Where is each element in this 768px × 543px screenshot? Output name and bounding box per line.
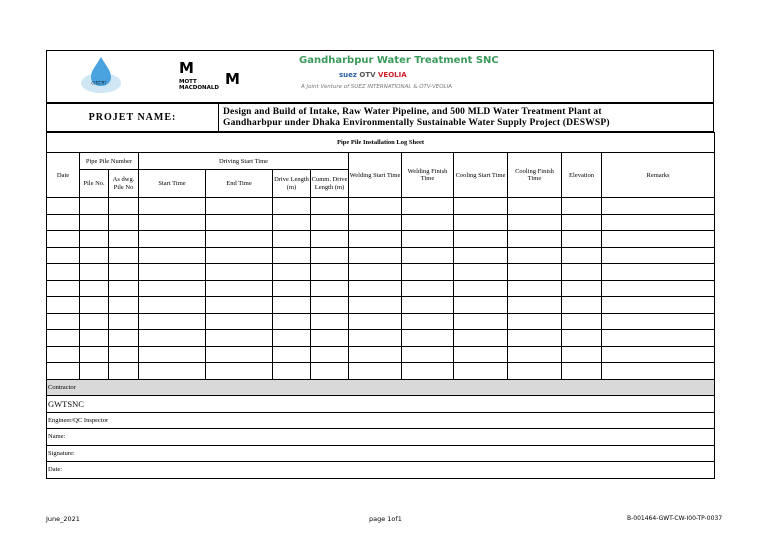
footer-page: page 1of1 <box>369 515 402 523</box>
table-cell[interactable] <box>562 198 602 215</box>
table-cell[interactable] <box>273 231 311 248</box>
table-cell[interactable] <box>273 264 311 281</box>
table-cell[interactable] <box>47 297 80 314</box>
table-cell[interactable] <box>273 280 311 297</box>
table-cell[interactable] <box>349 330 402 347</box>
table-cell[interactable] <box>454 363 508 380</box>
footer-doc-code: B-001464-GWT-CW-I00-TP-0037 <box>627 515 723 522</box>
suez-logo: suez <box>339 71 357 79</box>
col-welding-finish: Welding Finish Time <box>402 153 454 198</box>
table-cell[interactable] <box>311 231 349 248</box>
table-cell[interactable] <box>206 280 273 297</box>
table-cell[interactable] <box>206 330 273 347</box>
table-cell[interactable] <box>206 346 273 363</box>
table-cell[interactable] <box>602 363 715 380</box>
table-cell[interactable] <box>109 313 139 330</box>
wasa-water-drop-logo <box>77 55 125 95</box>
table-row <box>47 214 715 231</box>
table-cell[interactable] <box>562 231 602 248</box>
table-cell[interactable] <box>273 214 311 231</box>
table-cell[interactable] <box>562 214 602 231</box>
table-cell[interactable] <box>349 363 402 380</box>
engineer-label: Engineer/QC Inspector <box>47 412 715 429</box>
col-end-time: End Time <box>206 170 273 198</box>
col-cooling-finish: Cooling Finish Time <box>508 153 562 198</box>
table-row <box>47 313 715 330</box>
mm-letter-1: M <box>179 59 193 77</box>
table-cell[interactable] <box>80 363 109 380</box>
table-cell[interactable] <box>454 231 508 248</box>
table-cell[interactable] <box>139 247 206 264</box>
table-cell[interactable] <box>139 297 206 314</box>
table-cell[interactable] <box>311 280 349 297</box>
table-cell[interactable] <box>80 247 109 264</box>
gwt-title: Gandharbpur Water Treatment SNC <box>299 55 499 66</box>
table-cell[interactable] <box>349 231 402 248</box>
table-cell[interactable] <box>402 313 454 330</box>
table-cell[interactable] <box>47 313 80 330</box>
table-cell[interactable] <box>273 330 311 347</box>
table-cell[interactable] <box>273 297 311 314</box>
table-cell[interactable] <box>311 198 349 215</box>
col-as-dwg-pile-no: As dwg. Pile No <box>109 170 139 198</box>
date-field[interactable]: Date: <box>47 462 715 479</box>
header-band <box>46 50 714 102</box>
table-cell[interactable] <box>80 346 109 363</box>
table-cell[interactable] <box>311 330 349 347</box>
table-cell[interactable] <box>349 214 402 231</box>
table-cell[interactable] <box>349 264 402 281</box>
table-cell[interactable] <box>602 264 715 281</box>
gwt-subtitle: A Joint Venture of SUEZ INTERNATIONAL & OTV-VEOLIA <box>301 84 452 90</box>
table-cell[interactable] <box>508 280 562 297</box>
col-start-time: Start Time <box>139 170 206 198</box>
table-cell[interactable] <box>47 363 80 380</box>
project-row <box>46 102 714 132</box>
table-cell[interactable] <box>109 264 139 281</box>
table-cell[interactable] <box>562 264 602 281</box>
table-cell[interactable] <box>402 330 454 347</box>
table-cell[interactable] <box>80 280 109 297</box>
table-cell[interactable] <box>602 198 715 215</box>
col-elevation: Elevation <box>562 153 602 198</box>
otv-logo: OTV <box>359 71 376 79</box>
table-cell[interactable] <box>109 231 139 248</box>
table-cell[interactable] <box>311 264 349 281</box>
table-cell[interactable] <box>402 247 454 264</box>
table-cell[interactable] <box>508 247 562 264</box>
table-row <box>47 198 715 215</box>
table-cell[interactable] <box>508 214 562 231</box>
table-cell[interactable] <box>273 313 311 330</box>
data-rows <box>47 198 715 380</box>
mm-company-line1: MOTT <box>179 79 197 85</box>
table-cell[interactable] <box>602 330 715 347</box>
table-cell[interactable] <box>508 198 562 215</box>
table-cell[interactable] <box>80 297 109 314</box>
table-cell[interactable] <box>47 346 80 363</box>
signature-field[interactable]: Signature: <box>47 445 715 462</box>
table-cell[interactable] <box>402 198 454 215</box>
col-date: Date <box>47 153 80 198</box>
table-cell[interactable] <box>349 198 402 215</box>
table-cell[interactable] <box>139 280 206 297</box>
table-cell[interactable] <box>454 346 508 363</box>
table-cell[interactable] <box>349 247 402 264</box>
table-cell[interactable] <box>508 346 562 363</box>
table-cell[interactable] <box>349 297 402 314</box>
table-cell[interactable] <box>206 198 273 215</box>
table-cell[interactable] <box>311 297 349 314</box>
table-cell[interactable] <box>311 214 349 231</box>
table-cell[interactable] <box>206 264 273 281</box>
footer-date: June_2021 <box>46 515 80 523</box>
table-cell[interactable] <box>402 297 454 314</box>
table-cell[interactable] <box>349 313 402 330</box>
table-cell[interactable] <box>109 330 139 347</box>
table-row <box>47 280 715 297</box>
name-field[interactable]: Name: <box>47 429 715 446</box>
project-name <box>223 107 711 129</box>
table-cell[interactable] <box>602 297 715 314</box>
table-cell[interactable] <box>206 363 273 380</box>
table-cell[interactable] <box>139 214 206 231</box>
table-row <box>47 231 715 248</box>
table-cell[interactable] <box>508 363 562 380</box>
table-cell[interactable] <box>47 231 80 248</box>
table-cell[interactable] <box>454 264 508 281</box>
table-cell[interactable] <box>139 346 206 363</box>
table-row <box>47 346 715 363</box>
table-cell[interactable] <box>602 346 715 363</box>
table-cell[interactable] <box>139 198 206 215</box>
table-cell[interactable] <box>508 231 562 248</box>
table-cell[interactable] <box>402 214 454 231</box>
project-name-line2: Gandharbpur under Dhaka Environmentally Sustainable Water Supply Project (DESWSP) <box>223 118 610 128</box>
table-cell[interactable] <box>602 247 715 264</box>
table-cell[interactable] <box>562 346 602 363</box>
table-cell[interactable] <box>454 297 508 314</box>
table-cell[interactable] <box>311 313 349 330</box>
table-cell[interactable] <box>80 198 109 215</box>
table-cell[interactable] <box>562 313 602 330</box>
col-drive-length: Drive Length (m) <box>273 170 311 198</box>
table-cell[interactable] <box>80 330 109 347</box>
table-cell[interactable] <box>349 346 402 363</box>
table-cell[interactable] <box>562 330 602 347</box>
table-cell[interactable] <box>80 214 109 231</box>
table-cell[interactable] <box>206 231 273 248</box>
col-cumm-drive-length: Cumm. Drive Length (m) <box>311 170 349 198</box>
table-cell[interactable] <box>454 198 508 215</box>
table-cell[interactable] <box>311 247 349 264</box>
table-cell[interactable] <box>109 198 139 215</box>
table-cell[interactable] <box>139 264 206 281</box>
table-row <box>47 264 715 281</box>
sheet-title: Pipe Pile Installation Log Sheet <box>47 133 715 153</box>
contractor-label: Contractor <box>47 379 715 396</box>
table-cell[interactable] <box>47 280 80 297</box>
table-cell[interactable] <box>139 231 206 248</box>
table-cell[interactable] <box>273 247 311 264</box>
table-cell[interactable] <box>109 247 139 264</box>
table-cell[interactable] <box>454 313 508 330</box>
table-cell[interactable] <box>206 313 273 330</box>
table-cell[interactable] <box>562 247 602 264</box>
table-cell[interactable] <box>109 280 139 297</box>
col-welding-start: Welding Start Time <box>349 153 402 198</box>
table-cell[interactable] <box>80 313 109 330</box>
col-cooling-start: Cooling Start Time <box>454 153 508 198</box>
table-cell[interactable] <box>80 231 109 248</box>
jv-partner-logos <box>339 71 407 79</box>
table-cell[interactable] <box>602 280 715 297</box>
table-cell[interactable] <box>402 363 454 380</box>
table-cell[interactable] <box>454 330 508 347</box>
table-cell[interactable] <box>206 297 273 314</box>
table-cell[interactable] <box>402 231 454 248</box>
table-cell[interactable] <box>508 264 562 281</box>
table-cell[interactable] <box>109 214 139 231</box>
table-row <box>47 363 715 380</box>
contractor-value[interactable]: GWTSNC <box>47 396 715 413</box>
table-cell[interactable] <box>80 264 109 281</box>
table-cell[interactable] <box>109 363 139 380</box>
table-cell[interactable] <box>206 214 273 231</box>
table-row <box>47 247 715 264</box>
table-cell[interactable] <box>206 247 273 264</box>
table-cell[interactable] <box>562 297 602 314</box>
table-row <box>47 330 715 347</box>
table-cell[interactable] <box>562 280 602 297</box>
table-cell[interactable] <box>508 297 562 314</box>
pile-log-table <box>46 132 715 479</box>
col-pipe-pile-number: Pipe Pile Number <box>80 153 139 170</box>
col-remarks: Remarks <box>602 153 715 198</box>
table-cell[interactable] <box>602 231 715 248</box>
mm-letter-2: M <box>225 70 239 88</box>
table-cell[interactable] <box>402 264 454 281</box>
table-cell[interactable] <box>454 280 508 297</box>
table-cell[interactable] <box>47 198 80 215</box>
table-cell[interactable] <box>139 363 206 380</box>
table-cell[interactable] <box>508 313 562 330</box>
table-cell[interactable] <box>311 363 349 380</box>
table-cell[interactable] <box>454 214 508 231</box>
table-cell[interactable] <box>109 297 139 314</box>
wasa-logo-text: ওয়াসা <box>91 80 107 87</box>
table-cell[interactable] <box>508 330 562 347</box>
table-cell[interactable] <box>402 280 454 297</box>
table-cell[interactable] <box>454 247 508 264</box>
mm-company-line2: MACDONALD <box>179 85 219 91</box>
table-row <box>47 297 715 314</box>
project-name-line1: Design and Build of Intake, Raw Water Pipeline, and 500 MLD Water Treatment Plant at <box>223 107 602 117</box>
veolia-logo: VEOLIA <box>378 71 407 79</box>
table-cell[interactable] <box>273 363 311 380</box>
table-cell[interactable] <box>139 330 206 347</box>
table-cell[interactable] <box>273 346 311 363</box>
table-cell[interactable] <box>602 214 715 231</box>
table-cell[interactable] <box>402 346 454 363</box>
table-cell[interactable] <box>602 313 715 330</box>
table-cell[interactable] <box>311 346 349 363</box>
col-driving-start-time: Driving Start Time <box>139 153 349 170</box>
table-cell[interactable] <box>47 247 80 264</box>
table-cell[interactable] <box>47 330 80 347</box>
table-cell[interactable] <box>349 280 402 297</box>
table-cell[interactable] <box>139 313 206 330</box>
col-pile-no: Pile No. <box>80 170 109 198</box>
table-cell[interactable] <box>273 198 311 215</box>
table-cell[interactable] <box>562 363 602 380</box>
table-cell[interactable] <box>47 264 80 281</box>
table-cell[interactable] <box>47 214 80 231</box>
table-cell[interactable] <box>109 346 139 363</box>
project-label: PROJET NAME: <box>47 104 219 132</box>
